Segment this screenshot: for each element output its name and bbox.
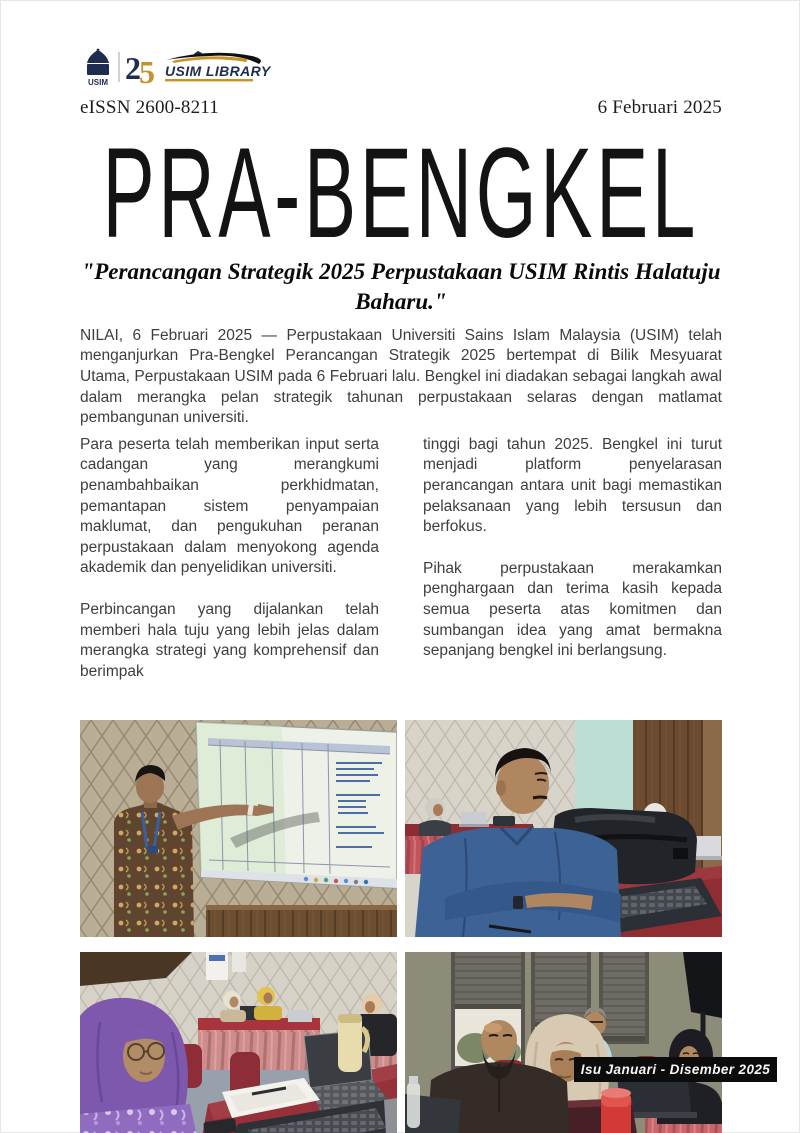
photo-presentation: [80, 720, 397, 937]
red-tumbler: [601, 1088, 631, 1133]
anniversary-25-mark: [125, 50, 155, 89]
laptop: [288, 1010, 312, 1022]
library-wordmark-label: USIM LIBRARY: [165, 63, 271, 79]
photo-presentation-illustration: [80, 720, 397, 937]
column-right: [423, 435, 722, 704]
masthead-subtitle: "Perancangan Strategik 2025 Perpustakaan USIM Rintis Halatuju Baharu.": [81, 259, 721, 314]
usim-library-logo: [80, 45, 275, 89]
photo-participants-laptops: [405, 952, 722, 1133]
issue-meta-row: [80, 97, 722, 119]
anniversary-digit-2: 2: [125, 50, 141, 86]
lead-paragraph: NILAI, 6 Februari 2025 — Perpustakaan Universiti Sains Islam Malaysia (USIM) telah menganjurkan Pra-Bengkel Perancangan Strategik 2025 bertempat di Bilik Mesyuarat Utama, Perpustakaan USIM pada 6 Februari lalu. Bengkel ini diadakan sebagai langkah awal dalam merangka pelan strategik tahunan perpustakaan selaras dengan matlamat pembangunan universiti.: [80, 326, 722, 427]
masthead-title-text: PRA-BENGKEL: [102, 121, 700, 265]
issue-badge: Isu Januari - Disember 2025: [574, 1057, 777, 1082]
usim-emblem-label: USIM: [88, 78, 108, 87]
photo-participants-laptops-illustration: [405, 952, 722, 1133]
column-left-paragraph-2: Perbincangan yang dijalankan telah memberi hala tuju yang lebih jelas dalam merangka strategi yang komprehensif dan berimpak: [80, 601, 379, 680]
usim-library-logo-graphic: [80, 45, 275, 89]
wood-dado: [206, 905, 397, 937]
column-left-paragraph-1: Para peserta telah memberikan input serta cadangan yang merangkumi penambahbaikan perkhidmatan, pemantapan sistem penyampaian maklumat, dan pengukuhan peranan perpustakaan dalam menyokong agenda akademik dan penyelidikan universiti.: [80, 435, 379, 577]
issue-date: 6 Februari 2025: [597, 97, 722, 118]
page-header: [80, 0, 722, 119]
column-right-paragraph-1: tinggi bagi tahun 2025. Bengkel ini turut menjadi platform penyelarasan perancangan antara unit bagi memastikan pelaksanaan yang lebih tersusun dan berfokus.: [423, 435, 722, 536]
article-columns: [80, 435, 722, 704]
usim-emblem-icon: [87, 49, 109, 87]
column-left: [80, 435, 379, 704]
photo-participant-purple-hijab-illustration: [80, 952, 397, 1133]
masthead-title: [80, 121, 722, 265]
photo-participant-purple-hijab: [80, 952, 397, 1133]
watch: [513, 896, 523, 909]
library-wordmark-group: [165, 51, 272, 81]
eissn-label: eISSN 2600-8211: [80, 97, 219, 118]
photo-participant-blue-shirt: [405, 720, 722, 937]
laptop: [461, 812, 487, 825]
water-bottle: [407, 1076, 420, 1128]
anniversary-digit-5: 5: [139, 54, 155, 89]
wordmark-underline: [165, 79, 253, 81]
photo-participant-blue-shirt-illustration: [405, 720, 722, 937]
column-right-paragraph-2: Pihak perpustakaan merakamkan penghargaan dan terima kasih kepada semua peserta atas komitmen dan sumbangan idea yang amat bermakna sepanjang bengkel ini berlangsung.: [423, 559, 722, 660]
window-right: [599, 952, 649, 1044]
